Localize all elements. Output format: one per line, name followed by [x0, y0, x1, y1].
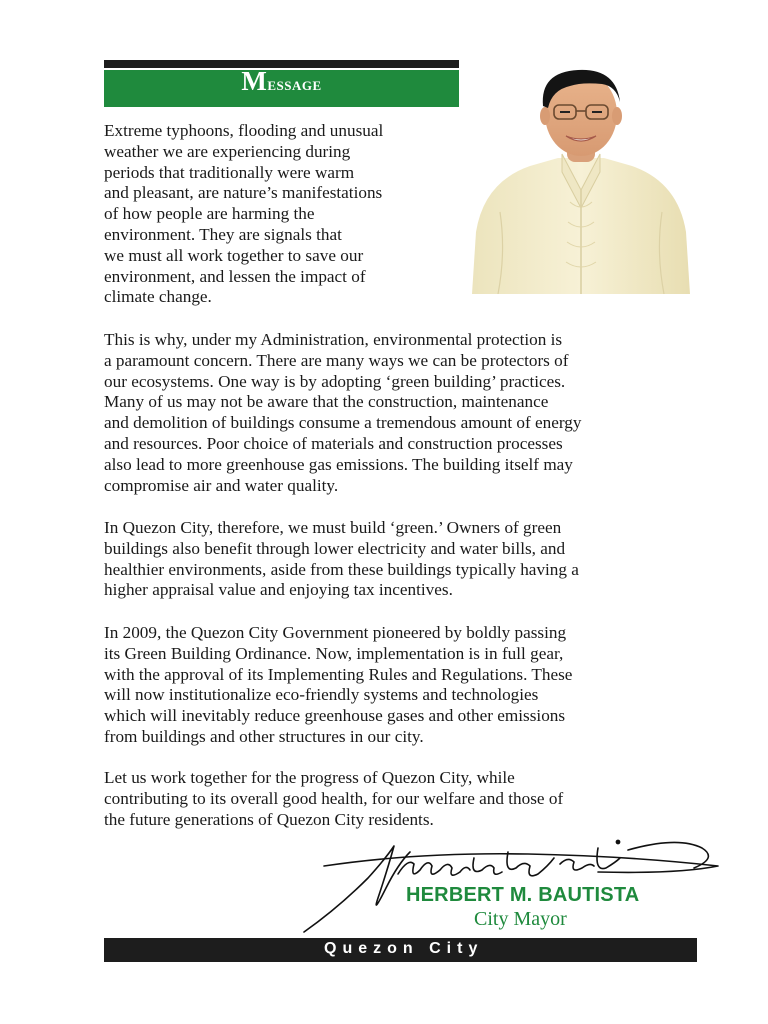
mayor-title: City Mayor [474, 908, 567, 930]
paragraph-line: Many of us may not be aware that the construction, maintenance [104, 392, 549, 412]
paragraph-line: buildings also benefit through lower electricity and water bills, and [104, 538, 566, 558]
paragraph-administration [104, 330, 714, 496]
paragraph-line: higher appraisal value and enjoying tax incentives. [104, 580, 453, 600]
paragraph-closing [104, 768, 714, 830]
message-title-bar [104, 66, 459, 107]
intro-line: of how people are harming the [104, 204, 315, 224]
paragraph-line: contributing to its overall good health, for our welfare and those of [104, 788, 564, 808]
paragraph-line: with the approval of its Implementing Rules and Regulations. These [104, 664, 573, 684]
page-title: Message [241, 66, 322, 96]
intro-line: climate change. [104, 287, 212, 307]
intro-line: weather we are experiencing during [104, 141, 351, 161]
intro-line: Extreme typhoons, flooding and unusual [104, 121, 384, 140]
paragraph-line: Let us work together for the progress of Quezon City, while [104, 768, 515, 787]
intro-line: we must all work together to save our [104, 245, 364, 265]
footer-city-label: Quezon City [324, 940, 484, 957]
paragraph-line: a paramount concern. There are many ways we can be protectors of [104, 350, 569, 370]
paragraph-line: our ecosystems. One way is by adopting ‘green building’ practices. [104, 371, 566, 391]
intro-line: environment, and lessen the impact of [104, 266, 366, 286]
paragraph-build-green [104, 518, 714, 601]
paragraph-line: and demolition of buildings consume a tremendous amount of energy [104, 413, 582, 433]
paragraph-line: will now institutionalize eco-friendly systems and technologies [104, 685, 539, 705]
paragraph-line: In Quezon City, therefore, we must build ‘green.’ Owners of green [104, 518, 562, 537]
paragraph-line: the future generations of Quezon City residents. [104, 809, 434, 829]
paragraph-line: which will inevitably reduce greenhouse gases and other emissions [104, 706, 566, 726]
intro-line: environment. They are signals that [104, 224, 342, 244]
intro-line: and pleasant, are nature’s manifestations [104, 183, 383, 203]
intro-paragraph [104, 121, 464, 308]
paragraph-line: from buildings and other structures in our city. [104, 726, 424, 746]
footer-bar [104, 938, 697, 962]
paragraph-line: compromise air and water quality. [104, 475, 339, 495]
intro-line: periods that traditionally were warm [104, 162, 355, 182]
paragraph-line: and resources. Poor choice of materials and construction processes [104, 433, 563, 453]
paragraph-line: healthier environments, aside from these buildings typically having a [104, 559, 579, 579]
paragraph-line: In 2009, the Quezon City Government pioneered by boldly passing [104, 623, 567, 642]
mayor-name: HERBERT M. BAUTISTA [406, 884, 640, 906]
paragraph-line: This is why, under my Administration, environmental protection is [104, 330, 563, 349]
paragraph-line: also lead to more greenhouse gas emissions. The building itself may [104, 454, 573, 474]
paragraph-line: its Green Building Ordinance. Now, implementation is in full gear, [104, 643, 564, 663]
mayor-portrait [470, 62, 692, 294]
paragraph-ordinance [104, 623, 714, 748]
